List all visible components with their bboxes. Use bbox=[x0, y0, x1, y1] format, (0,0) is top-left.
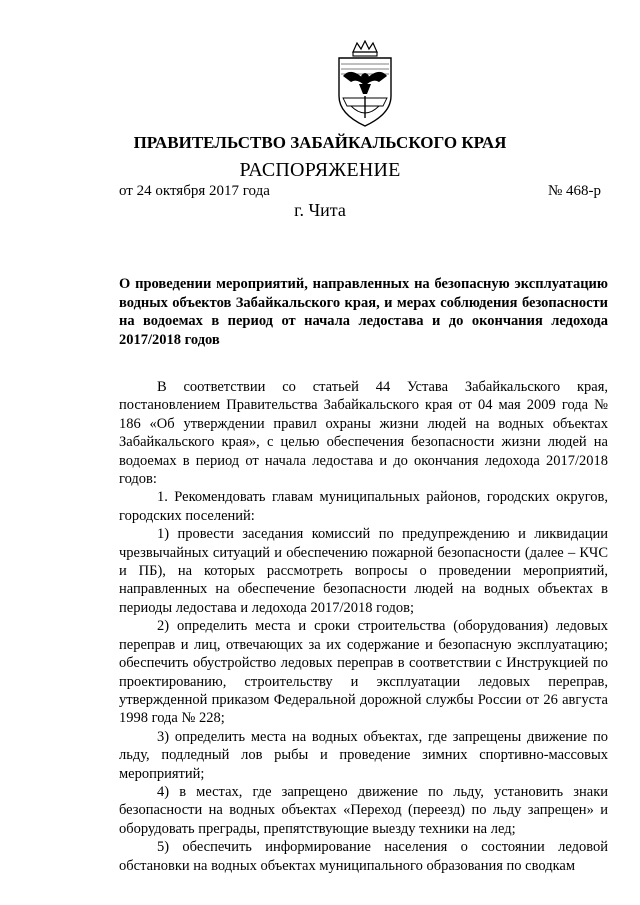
paragraph-subitem-5: 5) обеспечить информирование населения о состоянии ледовой обстановки на водных объектах муниципального образования по сводкам bbox=[119, 839, 608, 874]
document-date: от 24 октября 2017 года bbox=[119, 183, 270, 199]
paragraph-subitem-4: 4) в местах, где запрещено движение по льду, установить знаки безопасности на водных объектах «Переход (переезд) по льду запрещен» и оборудовать преграды, препятствующие выезду техники на лед; bbox=[119, 783, 608, 837]
document-number: № 468-р bbox=[548, 183, 602, 199]
paragraph-subitem-1: 1) провести заседания комиссий по предупреждению и ликвидации чрезвычайных ситуаций и обеспечению пожарной безопасности (далее – КЧС и ПБ), на которых рассмотреть вопросы о проведении мероприятий, направленных на обеспечение безопасности людей на водных объектах в периоды ледостава и ледохода 2017/2018 годов; bbox=[119, 526, 608, 616]
paragraph-item-1: 1. Рекомендовать главам муниципальных районов, городских округов, городских поселений: bbox=[119, 489, 608, 524]
document-type: РАСПОРЯЖЕНИЕ bbox=[239, 159, 401, 181]
paragraph-subitem-2: 2) определить места и сроки строительства (оборудования) ледовых переправ и лиц, отвечающих за их содержание и безопасную эксплуатацию; обеспечить обустройство ледовых переправ в соответствии с Инструкцией по проектированию, строительству и эксплуатации ледовых переправ, утвержденной приказом Федеральной дорожной службы России от 26 августа 1998 года № 228; bbox=[119, 618, 608, 727]
paragraph-subitem-3: 3) определить места на водных объектах, где запрещены движение по льду, подледный лов рыбы и проведение зимних спортивно-массовых мероприятий; bbox=[119, 728, 608, 782]
paragraph-preamble: В соответствии со статьей 44 Устава Забайкальского края, постановлением Правительства Забайкальского края от 04 мая 2009 года № 186 «Об утверждении правил охраны жизни людей на водных объектах Забайкальского края», с целью обеспечения безопасности жизни людей на водоемах в период от начала ледостава и до окончания ледохода 2017/2018 годов: bbox=[119, 379, 608, 488]
document-body bbox=[119, 378, 608, 875]
organization-name: ПРАВИТЕЛЬСТВО ЗАБАЙКАЛЬСКОГО КРАЯ bbox=[133, 133, 507, 152]
coat-of-arms-icon bbox=[331, 40, 399, 128]
document-city: г. Чита bbox=[294, 200, 346, 220]
document-title: О проведении мероприятий, направленных на безопасную эксплуатацию водных объектов Забайкальского края, и мерах соблюдения безопасности на водоемах в период от начала ледостава и до окончания ледохода 2017/2018 годов bbox=[119, 276, 608, 348]
